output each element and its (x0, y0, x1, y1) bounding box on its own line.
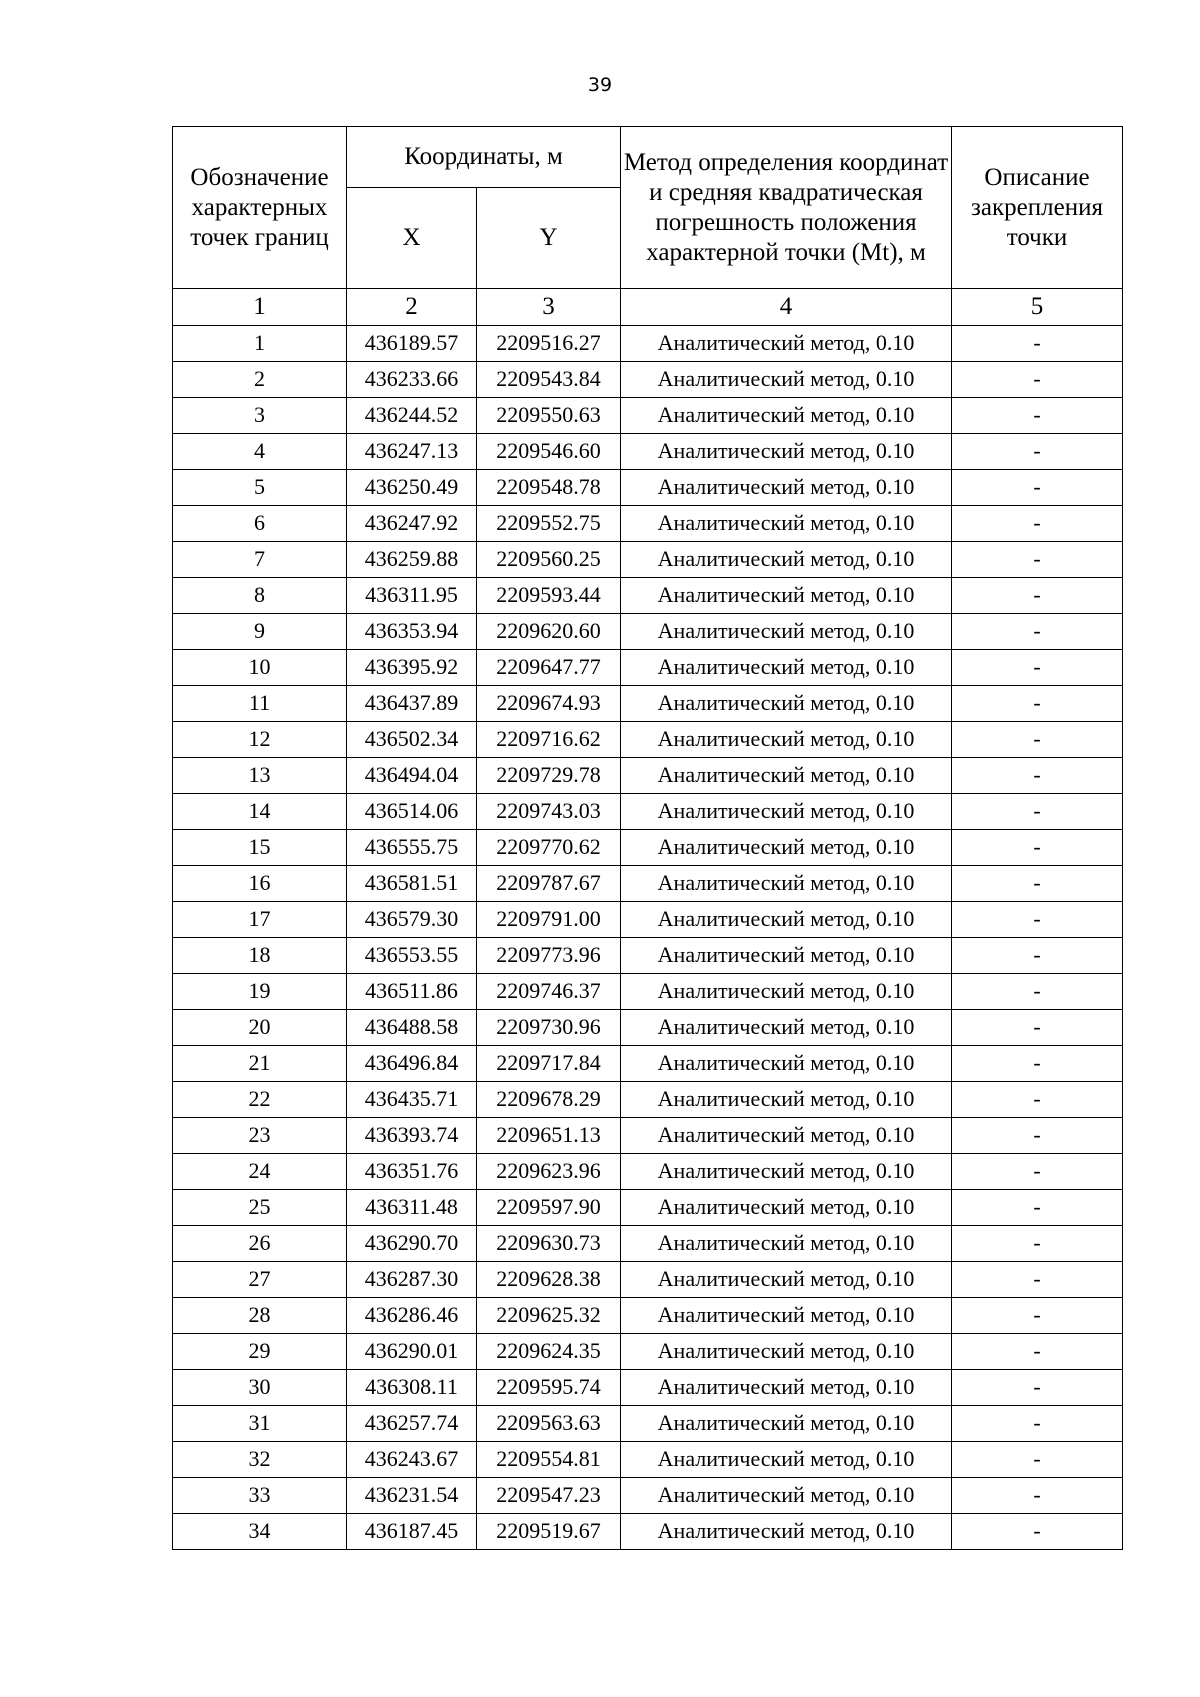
x-coordinate-cell: 436231.54 (347, 1478, 477, 1514)
method-cell: Аналитический метод, 0.10 (621, 686, 952, 722)
point-number-cell: 24 (173, 1154, 347, 1190)
method-cell: Аналитический метод, 0.10 (621, 398, 952, 434)
x-coordinate-cell: 436579.30 (347, 902, 477, 938)
x-coordinate-cell: 436393.74 (347, 1118, 477, 1154)
description-cell: - (952, 902, 1123, 938)
table-row (173, 974, 1123, 1010)
table-row (173, 1154, 1123, 1190)
description-cell: - (952, 1334, 1123, 1370)
x-coordinate-cell: 436502.34 (347, 722, 477, 758)
y-coordinate-cell: 2209717.84 (477, 1046, 621, 1082)
method-cell: Аналитический метод, 0.10 (621, 1190, 952, 1226)
y-coordinate-cell: 2209716.62 (477, 722, 621, 758)
table-row (173, 1190, 1123, 1226)
x-coordinate-cell: 436243.67 (347, 1442, 477, 1478)
y-coordinate-cell: 2209516.27 (477, 326, 621, 362)
x-coordinate-cell: 436511.86 (347, 974, 477, 1010)
table-row (173, 1514, 1123, 1550)
page-number: 39 (587, 74, 613, 96)
x-coordinate-cell: 436308.11 (347, 1370, 477, 1406)
description-cell: - (952, 1406, 1123, 1442)
method-cell: Аналитический метод, 0.10 (621, 866, 952, 902)
x-coordinate-cell: 436494.04 (347, 758, 477, 794)
method-cell: Аналитический метод, 0.10 (621, 578, 952, 614)
y-coordinate-cell: 2209547.23 (477, 1478, 621, 1514)
point-number-cell: 29 (173, 1334, 347, 1370)
method-cell: Аналитический метод, 0.10 (621, 758, 952, 794)
y-coordinate-cell: 2209743.03 (477, 794, 621, 830)
description-cell: - (952, 794, 1123, 830)
description-cell: - (952, 470, 1123, 506)
description-cell: - (952, 398, 1123, 434)
method-cell: Аналитический метод, 0.10 (621, 1298, 952, 1334)
table-row (173, 1262, 1123, 1298)
table-row (173, 1370, 1123, 1406)
method-cell: Аналитический метод, 0.10 (621, 434, 952, 470)
method-cell: Аналитический метод, 0.10 (621, 362, 952, 398)
y-coordinate-cell: 2209625.32 (477, 1298, 621, 1334)
method-cell: Аналитический метод, 0.10 (621, 650, 952, 686)
table-row (173, 1478, 1123, 1514)
table-row (173, 758, 1123, 794)
point-number-cell: 2 (173, 362, 347, 398)
description-cell: - (952, 1010, 1123, 1046)
header-description: Описание закрепления точки (952, 127, 1123, 289)
description-cell: - (952, 1298, 1123, 1334)
point-number-cell: 6 (173, 506, 347, 542)
x-coordinate-cell: 436247.13 (347, 434, 477, 470)
table-row (173, 1298, 1123, 1334)
description-cell: - (952, 506, 1123, 542)
point-number-cell: 8 (173, 578, 347, 614)
point-number-cell: 19 (173, 974, 347, 1010)
table-row (173, 794, 1123, 830)
point-number-cell: 15 (173, 830, 347, 866)
method-cell: Аналитический метод, 0.10 (621, 1082, 952, 1118)
point-number-cell: 31 (173, 1406, 347, 1442)
method-cell: Аналитический метод, 0.10 (621, 470, 952, 506)
header-coordinates: Координаты, м (347, 127, 621, 188)
y-coordinate-cell: 2209674.93 (477, 686, 621, 722)
point-number-cell: 28 (173, 1298, 347, 1334)
table-row (173, 542, 1123, 578)
point-number-cell: 20 (173, 1010, 347, 1046)
description-cell: - (952, 1262, 1123, 1298)
table-row (173, 326, 1123, 362)
point-number-cell: 16 (173, 866, 347, 902)
y-coordinate-cell: 2209554.81 (477, 1442, 621, 1478)
table-row (173, 1010, 1123, 1046)
table-row (173, 938, 1123, 974)
point-number-cell: 1 (173, 326, 347, 362)
description-cell: - (952, 866, 1123, 902)
method-cell: Аналитический метод, 0.10 (621, 902, 952, 938)
y-coordinate-cell: 2209678.29 (477, 1082, 621, 1118)
point-number-cell: 14 (173, 794, 347, 830)
point-number-cell: 21 (173, 1046, 347, 1082)
point-number-cell: 17 (173, 902, 347, 938)
table-row (173, 1046, 1123, 1082)
x-coordinate-cell: 436187.45 (347, 1514, 477, 1550)
description-cell: - (952, 938, 1123, 974)
table-row (173, 1442, 1123, 1478)
table-row (173, 434, 1123, 470)
column-number: 2 (347, 289, 477, 326)
description-cell: - (952, 722, 1123, 758)
method-cell: Аналитический метод, 0.10 (621, 1010, 952, 1046)
method-cell: Аналитический метод, 0.10 (621, 1442, 952, 1478)
point-number-cell: 34 (173, 1514, 347, 1550)
x-coordinate-cell: 436247.92 (347, 506, 477, 542)
description-cell: - (952, 614, 1123, 650)
x-coordinate-cell: 436290.70 (347, 1226, 477, 1262)
point-number-cell: 26 (173, 1226, 347, 1262)
description-cell: - (952, 1514, 1123, 1550)
description-cell: - (952, 1190, 1123, 1226)
table-row (173, 1406, 1123, 1442)
y-coordinate-cell: 2209595.74 (477, 1370, 621, 1406)
header-y: Y (477, 188, 621, 289)
table-row (173, 1118, 1123, 1154)
x-coordinate-cell: 436437.89 (347, 686, 477, 722)
point-number-cell: 7 (173, 542, 347, 578)
x-coordinate-cell: 436244.52 (347, 398, 477, 434)
table-row (173, 506, 1123, 542)
x-coordinate-cell: 436395.92 (347, 650, 477, 686)
table-row (173, 1082, 1123, 1118)
point-number-cell: 3 (173, 398, 347, 434)
method-cell: Аналитический метод, 0.10 (621, 506, 952, 542)
method-cell: Аналитический метод, 0.10 (621, 614, 952, 650)
point-number-cell: 5 (173, 470, 347, 506)
method-cell: Аналитический метод, 0.10 (621, 1154, 952, 1190)
x-coordinate-cell: 436496.84 (347, 1046, 477, 1082)
x-coordinate-cell: 436553.55 (347, 938, 477, 974)
x-coordinate-cell: 436290.01 (347, 1334, 477, 1370)
method-cell: Аналитический метод, 0.10 (621, 938, 952, 974)
y-coordinate-cell: 2209624.35 (477, 1334, 621, 1370)
x-coordinate-cell: 436351.76 (347, 1154, 477, 1190)
point-number-cell: 33 (173, 1478, 347, 1514)
method-cell: Аналитический метод, 0.10 (621, 722, 952, 758)
description-cell: - (952, 1154, 1123, 1190)
point-number-cell: 10 (173, 650, 347, 686)
x-coordinate-cell: 436233.66 (347, 362, 477, 398)
column-number: 4 (621, 289, 952, 326)
description-cell: - (952, 326, 1123, 362)
table-row (173, 902, 1123, 938)
column-number: 1 (173, 289, 347, 326)
point-number-cell: 25 (173, 1190, 347, 1226)
x-coordinate-cell: 436311.48 (347, 1190, 477, 1226)
y-coordinate-cell: 2209519.67 (477, 1514, 621, 1550)
point-number-cell: 30 (173, 1370, 347, 1406)
y-coordinate-cell: 2209746.37 (477, 974, 621, 1010)
header-designation: Обозначение характерных точек границ (173, 127, 347, 289)
x-coordinate-cell: 436189.57 (347, 326, 477, 362)
table-row (173, 362, 1123, 398)
y-coordinate-cell: 2209546.60 (477, 434, 621, 470)
method-cell: Аналитический метод, 0.10 (621, 1514, 952, 1550)
x-coordinate-cell: 436488.58 (347, 1010, 477, 1046)
x-coordinate-cell: 436250.49 (347, 470, 477, 506)
y-coordinate-cell: 2209791.00 (477, 902, 621, 938)
coordinates-table (172, 126, 1123, 1550)
column-number: 5 (952, 289, 1123, 326)
description-cell: - (952, 650, 1123, 686)
description-cell: - (952, 1442, 1123, 1478)
point-number-cell: 27 (173, 1262, 347, 1298)
table-row (173, 470, 1123, 506)
column-number: 3 (477, 289, 621, 326)
y-coordinate-cell: 2209770.62 (477, 830, 621, 866)
point-number-cell: 22 (173, 1082, 347, 1118)
method-cell: Аналитический метод, 0.10 (621, 542, 952, 578)
method-cell: Аналитический метод, 0.10 (621, 830, 952, 866)
y-coordinate-cell: 2209647.77 (477, 650, 621, 686)
table-row (173, 722, 1123, 758)
description-cell: - (952, 1118, 1123, 1154)
point-number-cell: 11 (173, 686, 347, 722)
x-coordinate-cell: 436259.88 (347, 542, 477, 578)
y-coordinate-cell: 2209628.38 (477, 1262, 621, 1298)
y-coordinate-cell: 2209597.90 (477, 1190, 621, 1226)
method-cell: Аналитический метод, 0.10 (621, 1334, 952, 1370)
column-numbers-row (173, 289, 1123, 326)
table-row (173, 1226, 1123, 1262)
method-cell: Аналитический метод, 0.10 (621, 1478, 952, 1514)
description-cell: - (952, 1226, 1123, 1262)
description-cell: - (952, 1478, 1123, 1514)
x-coordinate-cell: 436257.74 (347, 1406, 477, 1442)
description-cell: - (952, 1370, 1123, 1406)
description-cell: - (952, 830, 1123, 866)
description-cell: - (952, 542, 1123, 578)
method-cell: Аналитический метод, 0.10 (621, 1406, 952, 1442)
x-coordinate-cell: 436514.06 (347, 794, 477, 830)
y-coordinate-cell: 2209550.63 (477, 398, 621, 434)
method-cell: Аналитический метод, 0.10 (621, 1226, 952, 1262)
point-number-cell: 13 (173, 758, 347, 794)
x-coordinate-cell: 436353.94 (347, 614, 477, 650)
table-body (173, 326, 1123, 1550)
y-coordinate-cell: 2209729.78 (477, 758, 621, 794)
point-number-cell: 12 (173, 722, 347, 758)
description-cell: - (952, 974, 1123, 1010)
x-coordinate-cell: 436287.30 (347, 1262, 477, 1298)
description-cell: - (952, 362, 1123, 398)
point-number-cell: 23 (173, 1118, 347, 1154)
header-method: Метод определения координат и средняя квадратическая погрешность положения характерной точки (Mt), м (621, 127, 952, 289)
point-number-cell: 9 (173, 614, 347, 650)
table-row (173, 398, 1123, 434)
description-cell: - (952, 1046, 1123, 1082)
table-header (173, 127, 1123, 326)
description-cell: - (952, 434, 1123, 470)
x-coordinate-cell: 436581.51 (347, 866, 477, 902)
y-coordinate-cell: 2209730.96 (477, 1010, 621, 1046)
y-coordinate-cell: 2209620.60 (477, 614, 621, 650)
method-cell: Аналитический метод, 0.10 (621, 1118, 952, 1154)
description-cell: - (952, 686, 1123, 722)
y-coordinate-cell: 2209563.63 (477, 1406, 621, 1442)
method-cell: Аналитический метод, 0.10 (621, 794, 952, 830)
y-coordinate-cell: 2209552.75 (477, 506, 621, 542)
y-coordinate-cell: 2209543.84 (477, 362, 621, 398)
point-number-cell: 18 (173, 938, 347, 974)
description-cell: - (952, 578, 1123, 614)
y-coordinate-cell: 2209651.13 (477, 1118, 621, 1154)
description-cell: - (952, 758, 1123, 794)
x-coordinate-cell: 436435.71 (347, 1082, 477, 1118)
table-row (173, 686, 1123, 722)
method-cell: Аналитический метод, 0.10 (621, 1046, 952, 1082)
y-coordinate-cell: 2209560.25 (477, 542, 621, 578)
x-coordinate-cell: 436311.95 (347, 578, 477, 614)
table-row (173, 1334, 1123, 1370)
table-row (173, 578, 1123, 614)
header-x: X (347, 188, 477, 289)
x-coordinate-cell: 436555.75 (347, 830, 477, 866)
method-cell: Аналитический метод, 0.10 (621, 974, 952, 1010)
point-number-cell: 32 (173, 1442, 347, 1478)
method-cell: Аналитический метод, 0.10 (621, 326, 952, 362)
table-row (173, 830, 1123, 866)
table-row (173, 650, 1123, 686)
y-coordinate-cell: 2209787.67 (477, 866, 621, 902)
table-row (173, 866, 1123, 902)
method-cell: Аналитический метод, 0.10 (621, 1370, 952, 1406)
table-row (173, 614, 1123, 650)
y-coordinate-cell: 2209548.78 (477, 470, 621, 506)
method-cell: Аналитический метод, 0.10 (621, 1262, 952, 1298)
y-coordinate-cell: 2209630.73 (477, 1226, 621, 1262)
y-coordinate-cell: 2209623.96 (477, 1154, 621, 1190)
point-number-cell: 4 (173, 434, 347, 470)
description-cell: - (952, 1082, 1123, 1118)
y-coordinate-cell: 2209773.96 (477, 938, 621, 974)
y-coordinate-cell: 2209593.44 (477, 578, 621, 614)
x-coordinate-cell: 436286.46 (347, 1298, 477, 1334)
